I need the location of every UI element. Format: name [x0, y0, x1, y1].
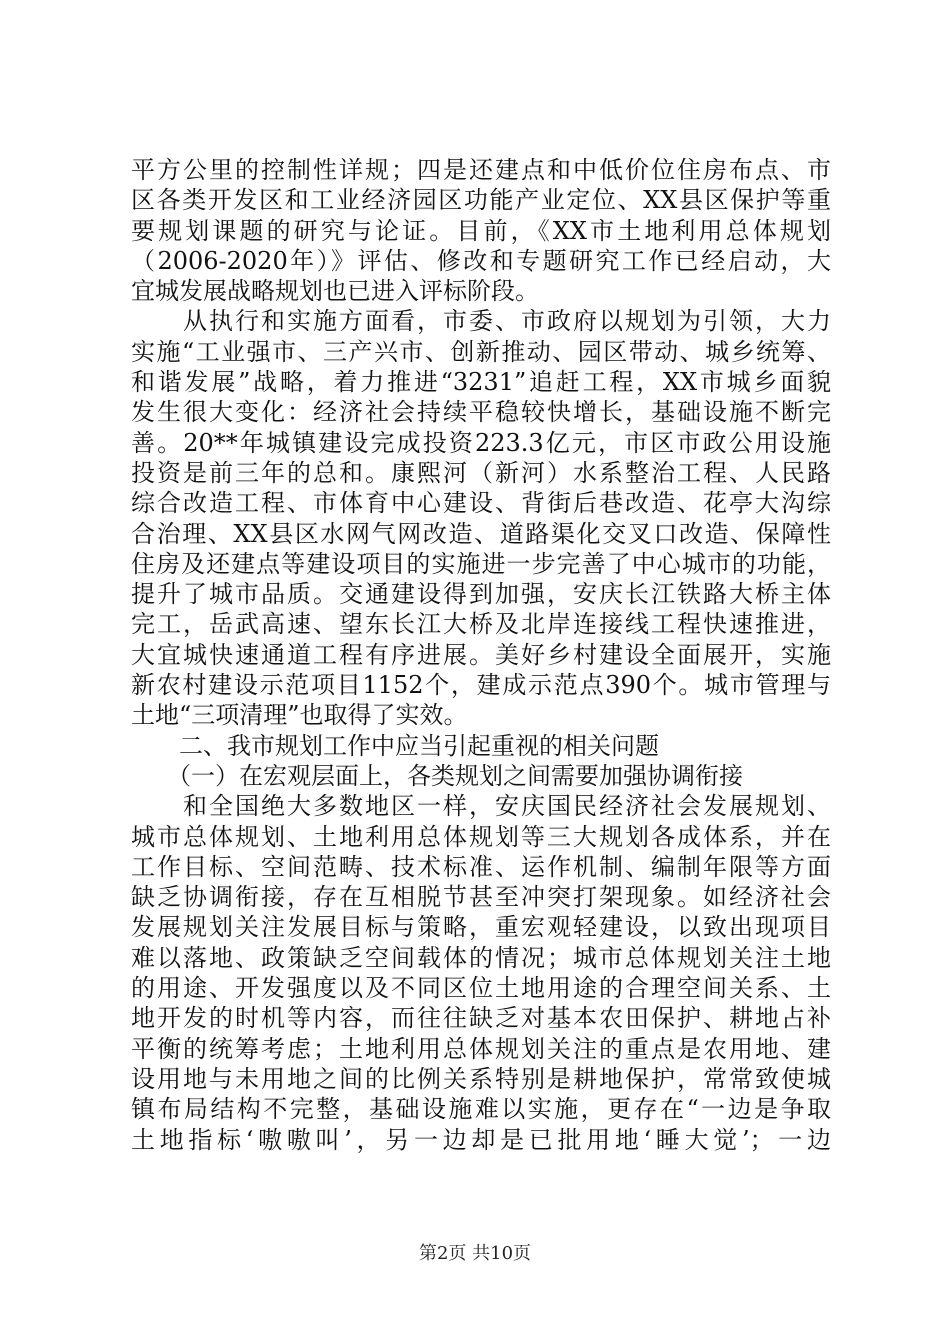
text-line: 实施“工业强市、三产兴市、创新推动、园区带动、城乡统筹、 [131, 337, 831, 366]
text-line: 平方公里的控制性详规；四是还建点和中低价位住房布点、市 [131, 156, 831, 184]
text-line: 平衡的统筹考虑；土地利用总体规划关注的重点是农用地、建 [131, 1034, 831, 1063]
text-line: 地开发的时机等内容，而往往缺乏对基本农田保护、耕地占补 [131, 1004, 831, 1033]
text-line: 提升了城市品质。交通建设得到加强，安庆长江铁路大桥主体 [131, 580, 831, 609]
text-line: 镇布局结构不完整，基础设施难以实施，更存在“一边是争取 [131, 1095, 831, 1124]
text-line: 二、我市规划工作中应当引起重视的相关问题 [131, 731, 659, 760]
text-line: （一）在宏观层面上，各类规划之间需要加强协调衔接 [131, 761, 743, 790]
text-line: 投资是前三年的总和。康熙河（新河）水系整治工程、人民路 [131, 458, 831, 487]
text-line: 发展规划关注发展目标与策略，重宏观轻建设，以致出现项目 [131, 913, 831, 942]
text-line: 综合改造工程、市体育中心建设、背街后巷改造、花亭大沟综 [131, 489, 831, 518]
page-footer [0, 1243, 950, 1265]
text-line: 和全国绝大多数地区一样，安庆国民经济社会发展规划、 [131, 792, 831, 821]
text-line: 设用地与未用地之间的比例关系特别是耕地保护，常常致使城 [131, 1064, 831, 1093]
text-line: 缺乏协调衔接，存在互相脱节甚至冲突打架现象。如经济社会 [131, 883, 831, 912]
text-line: 新农村建设示范项目1152个，建成示范点390个。城市管理与 [131, 671, 831, 700]
text-line: 土地指标‘嗷嗷叫’，另一边却是已批用地‘睡大觉’；一边 [131, 1125, 831, 1154]
text-line: 从执行和实施方面看，市委、市政府以规划为引领，大力 [131, 307, 831, 336]
text-line: 合治理、XX县区水网气网改造、道路渠化交叉口改造、保障性 [131, 519, 831, 548]
text-line: 和谐发展”战略，着力推进“3231”追赶工程，XX市城乡面貌 [131, 368, 831, 397]
text-line: 城市总体规划、土地利用总体规划等三大规划各成体系，并在 [131, 822, 831, 851]
text-line: 发生很大变化：经济社会持续平稳较快增长，基础设施不断完 [131, 398, 831, 427]
text-line: 善。20**年城镇建设完成投资223.3亿元，市区市政公用设施 [131, 428, 831, 457]
text-line: 的用途、开发强度以及不同区位土地用途的合理空间关系、土 [131, 974, 831, 1003]
text-line: 宜城发展战略规划也已进入评标阶段。 [131, 277, 539, 306]
document-body [131, 155, 831, 1155]
text-line: （2006-2020年）》评估、修改和专题研究工作已经启动，大 [131, 246, 831, 275]
text-line: 区各类开发区和工业经济园区功能产业定位、XX县区保护等重 [131, 186, 831, 215]
text-line: 土地“三项清理”也取得了实效。 [131, 701, 468, 730]
text-line: 完工，岳武高速、望东长江大桥及北岸连接线工程快速推进， [131, 610, 831, 639]
text-line: 要规划课题的研究与论证。目前，《XX市土地利用总体规划 [131, 216, 831, 245]
page-number-label: 第2页 共10页 [418, 1243, 532, 1264]
text-line: 住房及还建点等建设项目的实施进一步完善了中心城市的功能， [131, 549, 831, 578]
text-line: 大宜城快速通道工程有序进展。美好乡村建设全面展开，实施 [131, 640, 831, 669]
text-line: 难以落地、政策缺乏空间载体的情况；城市总体规划关注土地 [131, 943, 831, 972]
text-line: 工作目标、空间范畴、技术标准、运作机制、编制年限等方面 [131, 852, 831, 881]
